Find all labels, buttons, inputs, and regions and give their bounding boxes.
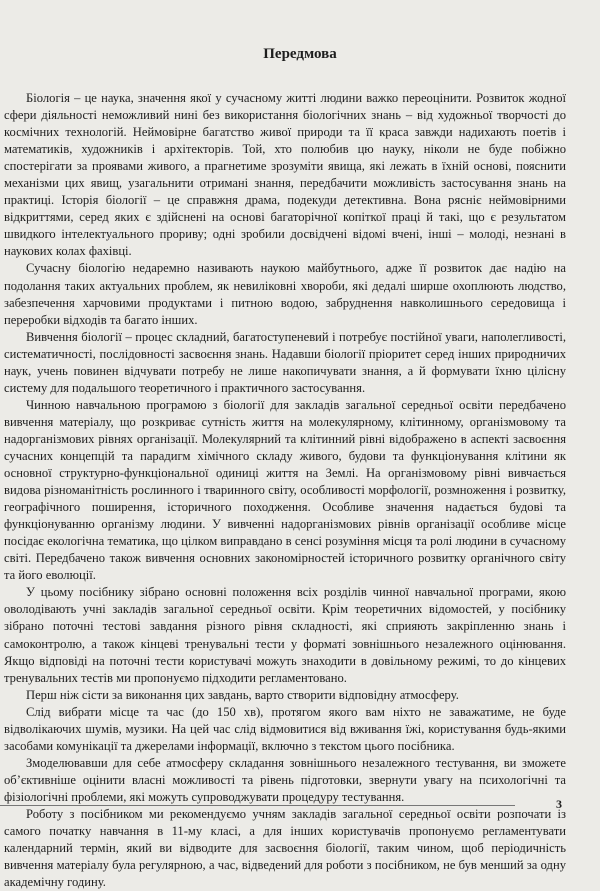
paragraph-2: Сучасну біологію недаремно називають наукою майбутнього, адже її розвиток дає надію на подолання таких актуальних проблем, як невиліковні хвороби, які дедалі ширше охоплюють людство, забезпечення харчовими продуктами і питною водою, забруднення навколишнього середовища і переробки відходів та багато інших. [4, 261, 566, 327]
page-number: 3 [556, 797, 562, 811]
paragraph-5: У цьому посібнику зібрано основні положення всіх розділів чинної навчальної програми, якою оволодівають учні закладів загальної середньої освіти. Крім теоретичних відомостей, у посібнику зібрано поточні тестові завдання різного рівня складності, які сприяють закріпленню знань і самоконтролю, а також кінцеві тренувальні тести у форматі зовнішнього незалежного оцінювання. Якщо відповіді на поточні тести користувачі можуть знаходити в довільному режимі, то до кінцевих тренувальних тестів ми пропонуємо підходити регламентовано. [4, 585, 566, 685]
paragraph-6: Перш ніж сісти за виконання цих завдань, варто створити відповідну атмосферу. [26, 687, 459, 702]
paragraph-8: Змоделювавши для себе атмосферу складання зовнішнього незалежного тестування, ви зможете об’єктивніше оцінити власні можливості та рівень підготовки, звернути увагу на психологічні та фізіологічні проблеми, які можуть супроводжувати процедуру тестування. [4, 755, 566, 804]
paragraph-1: Біологія – це наука, значення якої у сучасному житті людини важко переоцінити. Розвиток жодної сфери діяльності неможливий нині без використання біологічних знань – від художньої творчості до космічних технологій. Неймовірне багатство живої природи та її краса завжди надихають поетів і математиків, художників і архітекторів. Той, хто полюбив цю науку, ніколи не буде побіжно спостерігати за проявами живого, а прагнетиме зрозуміти явища, які лежать в їхній основі, пояснити механізми цих явищ, узагальнити отримані знання, передбачити можливість застосування знань на практиці. Історія біології – це справжня драма, подекуди детективна. Вона рясніє неймовірними відкриттями, серед яких є здійснені на основі багаторічної копіткої праці й такі, що є результатом швидкого інтелектуального прориву; одні зробили досвідчені відомі вчені, інші – молоді, незнані в наукових колах фахівці. [4, 91, 566, 259]
footer-rule [0, 805, 515, 806]
paragraph-4: Чинною навчальною програмою з біології для закладів загальної середньої освіти передбачено вивчення матеріалу, що розкриває сутність життя на молекулярному, клітинному, організмовому та надорганізмових рівнях організації. Молекулярний та клітинний рівні відображено в аспекті засвоєння сучасних концепцій та парадигм хімічного складу живого, будови та функціонування клітини як основної структурно-функціональної одиниці життя на Землі. На організмовому рівні вивчається видова різноманітність рослинного і тваринного світу, особливості морфології, розмноження і розвитку, географічного поширення, історичного походження. Особливе значення надається будові та функціонуванню організму людини. У вивченні надорганізмових рівнів організації особливе місце посідає екологічна тематика, що цілком виправдано в сенсі розуміння місця та ролі людини в сучасному світі. Передбачено також вивчення основних закономірностей історичного розвитку органічного світу та його еволюції. [4, 397, 566, 583]
paragraph-9: Роботу з посібником ми рекомендуємо учням закладів загальної середньої освіти розпочати із самого початку навчання в 11-му класі, а для інших користувачів пропонуємо регламентувати календарний термін, який ви відводите для засвоєння біології, таким чином, щоб періодичність вивчення матеріалу була регулярною, а час, відведений для роботи з посібником, не був менший за одну академічну годину. [4, 806, 566, 890]
body-text [4, 90, 566, 891]
paragraph-3: Вивчення біології – процес складний, багатоступеневий і потребує постійної уваги, наполегливості, систематичності, послідовності засвоєння знань. Надавши біології пріоритет серед інших природничих наук, учень повинен відчувати потребу не лише накопичувати знання, а й формувати їхню цілісну систему для подальшого теоретичного і практичного застосування. [4, 329, 566, 395]
paragraph-7: Слід вибрати місце та час (до 150 хв), протягом якого вам ніхто не заважатиме, не буде відволікаючих шумів, музики. На цей час слід відмовитися від вживання їжі, користування будь-якими засобами комунікації та джерелами інформації, включно з текстом цього посібника. [4, 704, 566, 753]
page-title: Передмова [263, 46, 337, 62]
